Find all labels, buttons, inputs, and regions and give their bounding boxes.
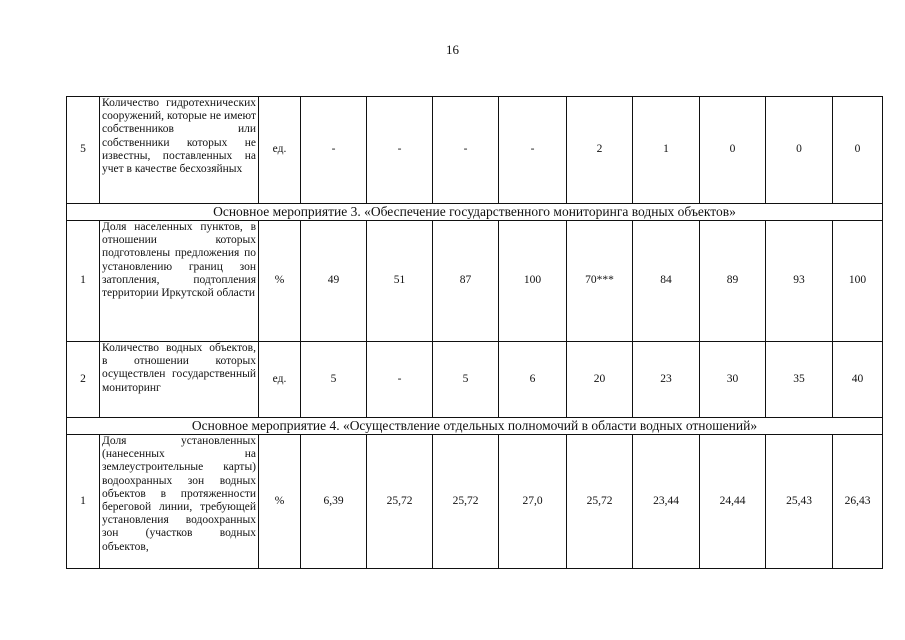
section-heading-row	[67, 204, 883, 221]
value-cell: 89	[700, 221, 766, 342]
value-cell: 30	[700, 342, 766, 418]
row-number: 2	[67, 342, 100, 418]
value-cell: 35	[766, 342, 833, 418]
unit-cell: ед.	[259, 342, 301, 418]
indicator-description: Доля населенных пунктов, в отношении которых подготовлены предложения по установлению границ зон затопления, подтопления территории Иркутской области	[100, 221, 259, 342]
indicator-description: Количество водных объектов, в отношении которых осуществлен государственный мониторинг	[100, 342, 259, 418]
value-cell: -	[301, 97, 367, 204]
value-cell: 49	[301, 221, 367, 342]
value-cell: 27,0	[499, 435, 567, 569]
table-row	[67, 435, 883, 569]
indicator-description	[100, 97, 259, 204]
value-cell: -	[367, 97, 433, 204]
section-heading: Основное мероприятие 3. «Обеспечение государственного мониторинга водных объектов»	[67, 204, 883, 221]
row-number: 1	[67, 221, 100, 342]
value-cell: 24,44	[700, 435, 766, 569]
value-cell: 25,72	[433, 435, 499, 569]
unit-cell: ед.	[259, 97, 301, 204]
value-cell: 51	[367, 221, 433, 342]
value-cell: 25,43	[766, 435, 833, 569]
section-heading: Основное мероприятие 4. «Осуществление отдельных полномочий в области водных отношений»	[67, 418, 883, 435]
value-cell: 93	[766, 221, 833, 342]
page-number: 16	[446, 42, 459, 57]
table-row	[67, 97, 883, 204]
value-cell: 6,39	[301, 435, 367, 569]
value-cell: 40	[833, 342, 883, 418]
value-cell: -	[433, 97, 499, 204]
value-cell: 1	[633, 97, 700, 204]
section-heading-row	[67, 418, 883, 435]
indicator-description-text: Доля установленных (нанесенных на землеустроительные карты) водоохранных зон водных объектов в протяженности береговой линии, требующей установления водоохранных зон (участков водных объектов,	[102, 435, 256, 553]
value-cell: 0	[833, 97, 883, 204]
value-cell: 70***	[567, 221, 633, 342]
value-cell: 100	[833, 221, 883, 342]
value-cell: 84	[633, 221, 700, 342]
indicator-description-text: Количество гидротехнических сооружений, которые не имеют собственников или собственники которых не известны, поставленных на учет в качестве бесхозяйных	[102, 97, 256, 176]
row-number: 1	[67, 435, 100, 569]
value-cell: 25,72	[567, 435, 633, 569]
value-cell: 2	[567, 97, 633, 204]
value-cell: 100	[499, 221, 567, 342]
value-cell: 0	[700, 97, 766, 204]
value-cell: 5	[433, 342, 499, 418]
value-cell: 23,44	[633, 435, 700, 569]
indicators-table	[66, 96, 883, 569]
value-cell: -	[367, 342, 433, 418]
value-cell: 26,43	[833, 435, 883, 569]
table-row	[67, 221, 883, 342]
unit-cell: %	[259, 221, 301, 342]
value-cell: 23	[633, 342, 700, 418]
value-cell: 6	[499, 342, 567, 418]
value-cell: -	[499, 97, 567, 204]
value-cell: 87	[433, 221, 499, 342]
row-number: 5	[67, 97, 100, 204]
value-cell: 5	[301, 342, 367, 418]
indicator-description	[100, 435, 259, 569]
value-cell: 0	[766, 97, 833, 204]
value-cell: 20	[567, 342, 633, 418]
unit-cell: %	[259, 435, 301, 569]
value-cell: 25,72	[367, 435, 433, 569]
table-row	[67, 342, 883, 418]
